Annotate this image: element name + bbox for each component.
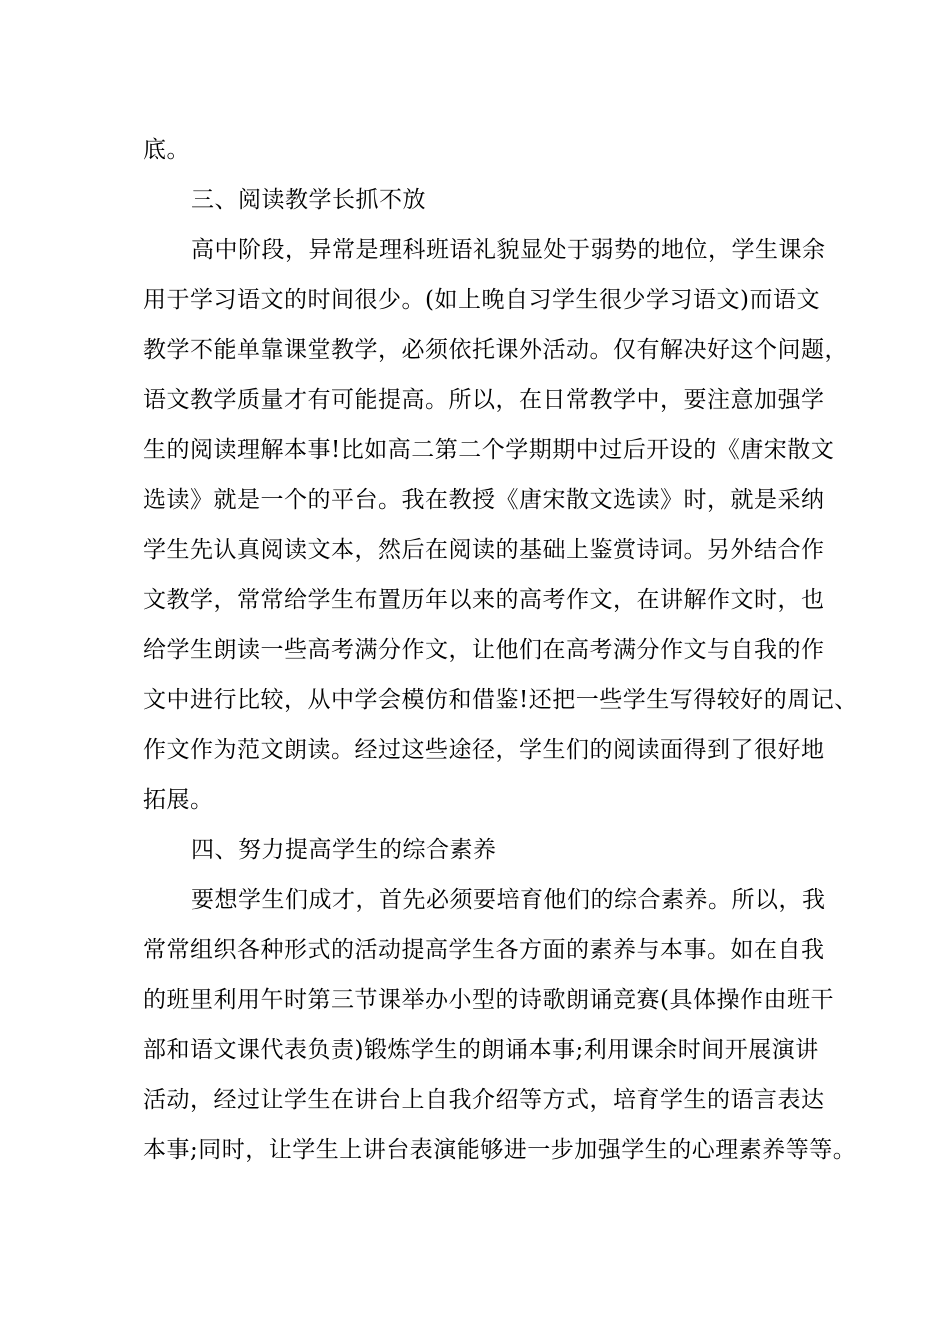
- paragraph-line: 部和语文课代表负责)锻炼学生的朗诵本事;利用课余时间开展演讲: [143, 1037, 819, 1063]
- paragraph-line: 文中进行比较，从中学会模仿和借鉴!还把一些学生写得较好的周记、: [143, 687, 858, 713]
- paragraph-line: 常常组织各种形式的活动提高学生各方面的素养与本事。如在自我: [143, 937, 825, 963]
- paragraph-line: 拓展。: [143, 787, 214, 813]
- paragraph-line: 要想学生们成才，首先必须要培育他们的综合素养。所以，我: [191, 887, 826, 913]
- paragraph-line: 给学生朗读一些高考满分作文，让他们在高考满分作文与自我的作: [143, 637, 825, 663]
- paragraph-line: 活动，经过让学生在讲台上自我介绍等方式，培育学生的语言表达: [143, 1087, 825, 1113]
- paragraph-line: 文教学，常常给学生布置历年以来的高考作文，在讲解作文时，也: [143, 587, 825, 613]
- paragraph-line: 选读》就是一个的平台。我在教授《唐宋散文选读》时，就是采纳: [143, 487, 825, 513]
- paragraph-line: 生的阅读理解本事!比如高二第二个学期期中过后开设的《唐宋散文: [143, 437, 835, 463]
- paragraph-line: 底。: [143, 137, 190, 163]
- paragraph-line: 高中阶段，异常是理科班语礼貌显处于弱势的地位，学生课余: [191, 237, 826, 263]
- paragraph-line: 语文教学质量才有可能提高。所以，在日常教学中，要注意加强学: [143, 387, 825, 413]
- section-heading-3: 三、阅读教学长抓不放: [191, 187, 426, 213]
- paragraph-line: 学生先认真阅读文本，然后在阅读的基础上鉴赏诗词。另外结合作: [143, 537, 825, 563]
- section-heading-4: 四、努力提高学生的综合素养: [191, 837, 497, 863]
- paragraph-line: 的班里利用午时第三节课举办小型的诗歌朗诵竞赛(具体操作由班干: [143, 987, 834, 1013]
- paragraph-line: 本事;同时，让学生上讲台表演能够进一步加强学生的心理素养等等。: [143, 1137, 857, 1163]
- paragraph-line: 用于学习语文的时间很少。(如上晚自习学生很少学习语文)而语文: [143, 287, 820, 313]
- paragraph-line: 作文作为范文朗读。经过这些途径，学生们的阅读面得到了很好地: [143, 737, 825, 763]
- paragraph-line: 教学不能单靠课堂教学，必须依托课外活动。仅有解决好这个问题，: [143, 337, 848, 363]
